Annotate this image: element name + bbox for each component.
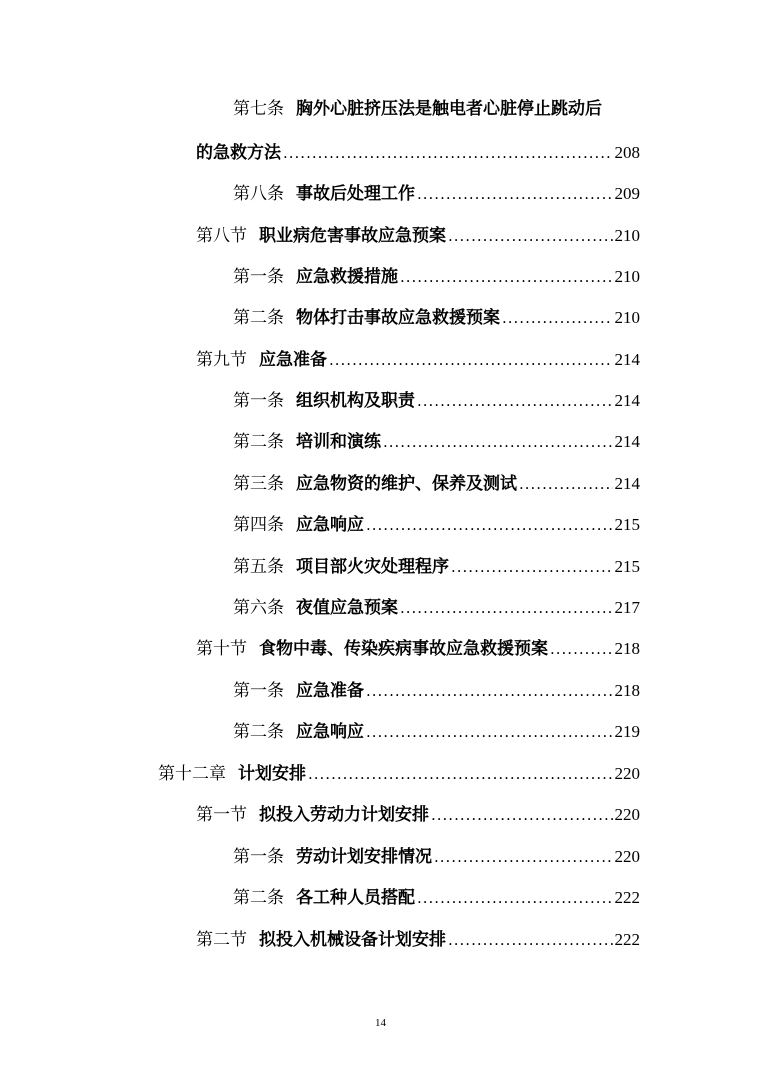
toc-entry-title: 食物中毒、传染疾病事故应急救援预案 — [259, 639, 548, 659]
toc-entry-page: 218 — [614, 681, 640, 700]
toc-entry-title: 的急救方法 — [196, 143, 281, 163]
toc-entry-page: 210 — [614, 308, 640, 327]
toc-entry-page: 210 — [614, 226, 640, 245]
toc-leader-dots — [417, 183, 613, 205]
toc-leader-dots — [550, 638, 613, 660]
toc-entry-label: 第六条 — [233, 598, 284, 618]
toc-entry-title: 应急物资的维护、保养及测试 — [296, 474, 517, 494]
toc-leader-dots — [400, 597, 613, 619]
toc-entry-label: 第二条 — [233, 722, 284, 742]
toc-entry[interactable] — [233, 887, 640, 909]
toc-entry[interactable] — [196, 225, 640, 247]
toc-entry-label: 第三条 — [233, 474, 284, 494]
toc-leader-dots — [366, 721, 613, 743]
toc-entry-page: 214 — [614, 391, 640, 410]
toc-entry-title: 应急准备 — [296, 681, 364, 701]
toc-entry-page: 214 — [614, 474, 640, 493]
toc-leader-dots — [400, 266, 613, 288]
toc-entry-label: 第七条 — [233, 99, 284, 119]
toc-entry-title: 计划安排 — [238, 764, 306, 784]
toc-entry[interactable] — [233, 431, 640, 453]
toc-entry[interactable] — [233, 597, 640, 619]
toc-entry-label: 第八节 — [196, 226, 247, 246]
toc-leader-dots — [502, 307, 613, 329]
toc-entry-label: 第一条 — [233, 391, 284, 411]
toc-entry-title: 职业病危害事故应急预案 — [259, 226, 446, 246]
toc-entry-title: 应急响应 — [296, 722, 364, 742]
toc-entry-label: 第十节 — [196, 639, 247, 659]
toc-entry[interactable] — [233, 473, 640, 495]
toc-entry-label: 第二条 — [233, 432, 284, 452]
toc-entry-label: 第一条 — [233, 267, 284, 287]
toc-leader-dots — [451, 556, 613, 578]
toc-leader-dots — [434, 846, 613, 868]
toc-entry-label: 第一节 — [196, 805, 247, 825]
toc-entry-title: 拟投入机械设备计划安排 — [259, 930, 446, 950]
toc-entry-label: 第九节 — [196, 350, 247, 370]
toc-entry-page: 218 — [614, 639, 640, 658]
toc-entry-label: 第二节 — [196, 930, 247, 950]
toc-entry-page: 209 — [614, 184, 640, 203]
toc-entry[interactable] — [158, 763, 640, 785]
toc-entry-page: 220 — [614, 805, 640, 824]
toc-leader-dots — [519, 473, 613, 495]
toc-entry[interactable] — [233, 266, 640, 288]
toc-entry-page: 217 — [614, 598, 640, 617]
toc-leader-dots — [283, 142, 613, 164]
toc-entry-page: 222 — [614, 930, 640, 949]
toc-entry-title: 事故后处理工作 — [296, 184, 415, 204]
toc-entry-title: 应急响应 — [296, 515, 364, 535]
toc-entry-page: 208 — [614, 143, 640, 162]
toc-leader-dots — [366, 514, 613, 536]
toc-entry-page: 220 — [614, 764, 640, 783]
toc-entry-page: 219 — [614, 722, 640, 741]
toc-entry[interactable] — [233, 721, 640, 743]
toc-entry-page: 210 — [614, 267, 640, 286]
toc-entry[interactable] — [196, 638, 640, 660]
toc-entry-title: 劳动计划安排情况 — [296, 847, 432, 867]
toc-entry-page: 220 — [614, 847, 640, 866]
toc-entry[interactable] — [233, 556, 640, 578]
toc-entry[interactable] — [233, 307, 640, 329]
toc-leader-dots — [448, 929, 613, 951]
toc-entry-label: 第四条 — [233, 515, 284, 535]
toc-leader-dots — [448, 225, 613, 247]
toc-entry-page: 214 — [614, 350, 640, 369]
toc-entry-title: 胸外心脏挤压法是触电者心脏停止跳动后 — [296, 99, 602, 119]
toc-entry-page: 215 — [614, 557, 640, 576]
toc-entry-title: 组织机构及职责 — [296, 391, 415, 411]
toc-entry-title: 各工种人员搭配 — [296, 888, 415, 908]
toc-entry-label: 第一条 — [233, 681, 284, 701]
toc-entry-page: 214 — [614, 432, 640, 451]
toc-entry-title: 物体打击事故应急救援预案 — [296, 308, 500, 328]
page-number: 14 — [375, 1017, 386, 1029]
toc-entry-title: 夜值应急预案 — [296, 598, 398, 618]
toc-entry-label: 第五条 — [233, 557, 284, 577]
toc-entry-label: 第十二章 — [158, 764, 226, 784]
toc-entry[interactable] — [233, 390, 640, 412]
toc-entry-title: 应急准备 — [259, 350, 327, 370]
toc-entry[interactable] — [196, 804, 640, 826]
toc-entry[interactable] — [233, 680, 640, 702]
toc-entry[interactable] — [196, 929, 640, 951]
toc-entry-title: 项目部火灾处理程序 — [296, 557, 449, 577]
toc-entry[interactable] — [233, 183, 640, 205]
toc-entry[interactable] — [233, 514, 640, 536]
toc-leader-dots — [383, 431, 613, 453]
toc-entry-title: 拟投入劳动力计划安排 — [259, 805, 429, 825]
toc-leader-dots — [329, 349, 613, 371]
toc-entry-label: 第八条 — [233, 184, 284, 204]
toc-leader-dots — [366, 680, 613, 702]
toc-leader-dots — [417, 887, 613, 909]
toc-entry[interactable] — [196, 349, 640, 371]
toc-entry-title: 培训和演练 — [296, 432, 381, 452]
toc-entry-label: 第二条 — [233, 308, 284, 328]
toc-leader-dots — [417, 390, 613, 412]
toc-leader-dots — [431, 804, 613, 826]
toc-entry-title: 应急救援措施 — [296, 267, 398, 287]
toc-entry-label: 第二条 — [233, 888, 284, 908]
toc-entry-first-line[interactable] — [233, 98, 602, 120]
toc-entry[interactable] — [233, 846, 640, 868]
toc-entry-label: 第一条 — [233, 847, 284, 867]
toc-entry-page: 215 — [614, 515, 640, 534]
toc-entry-page: 222 — [614, 888, 640, 907]
toc-entry[interactable] — [196, 142, 640, 164]
toc-leader-dots — [308, 763, 613, 785]
